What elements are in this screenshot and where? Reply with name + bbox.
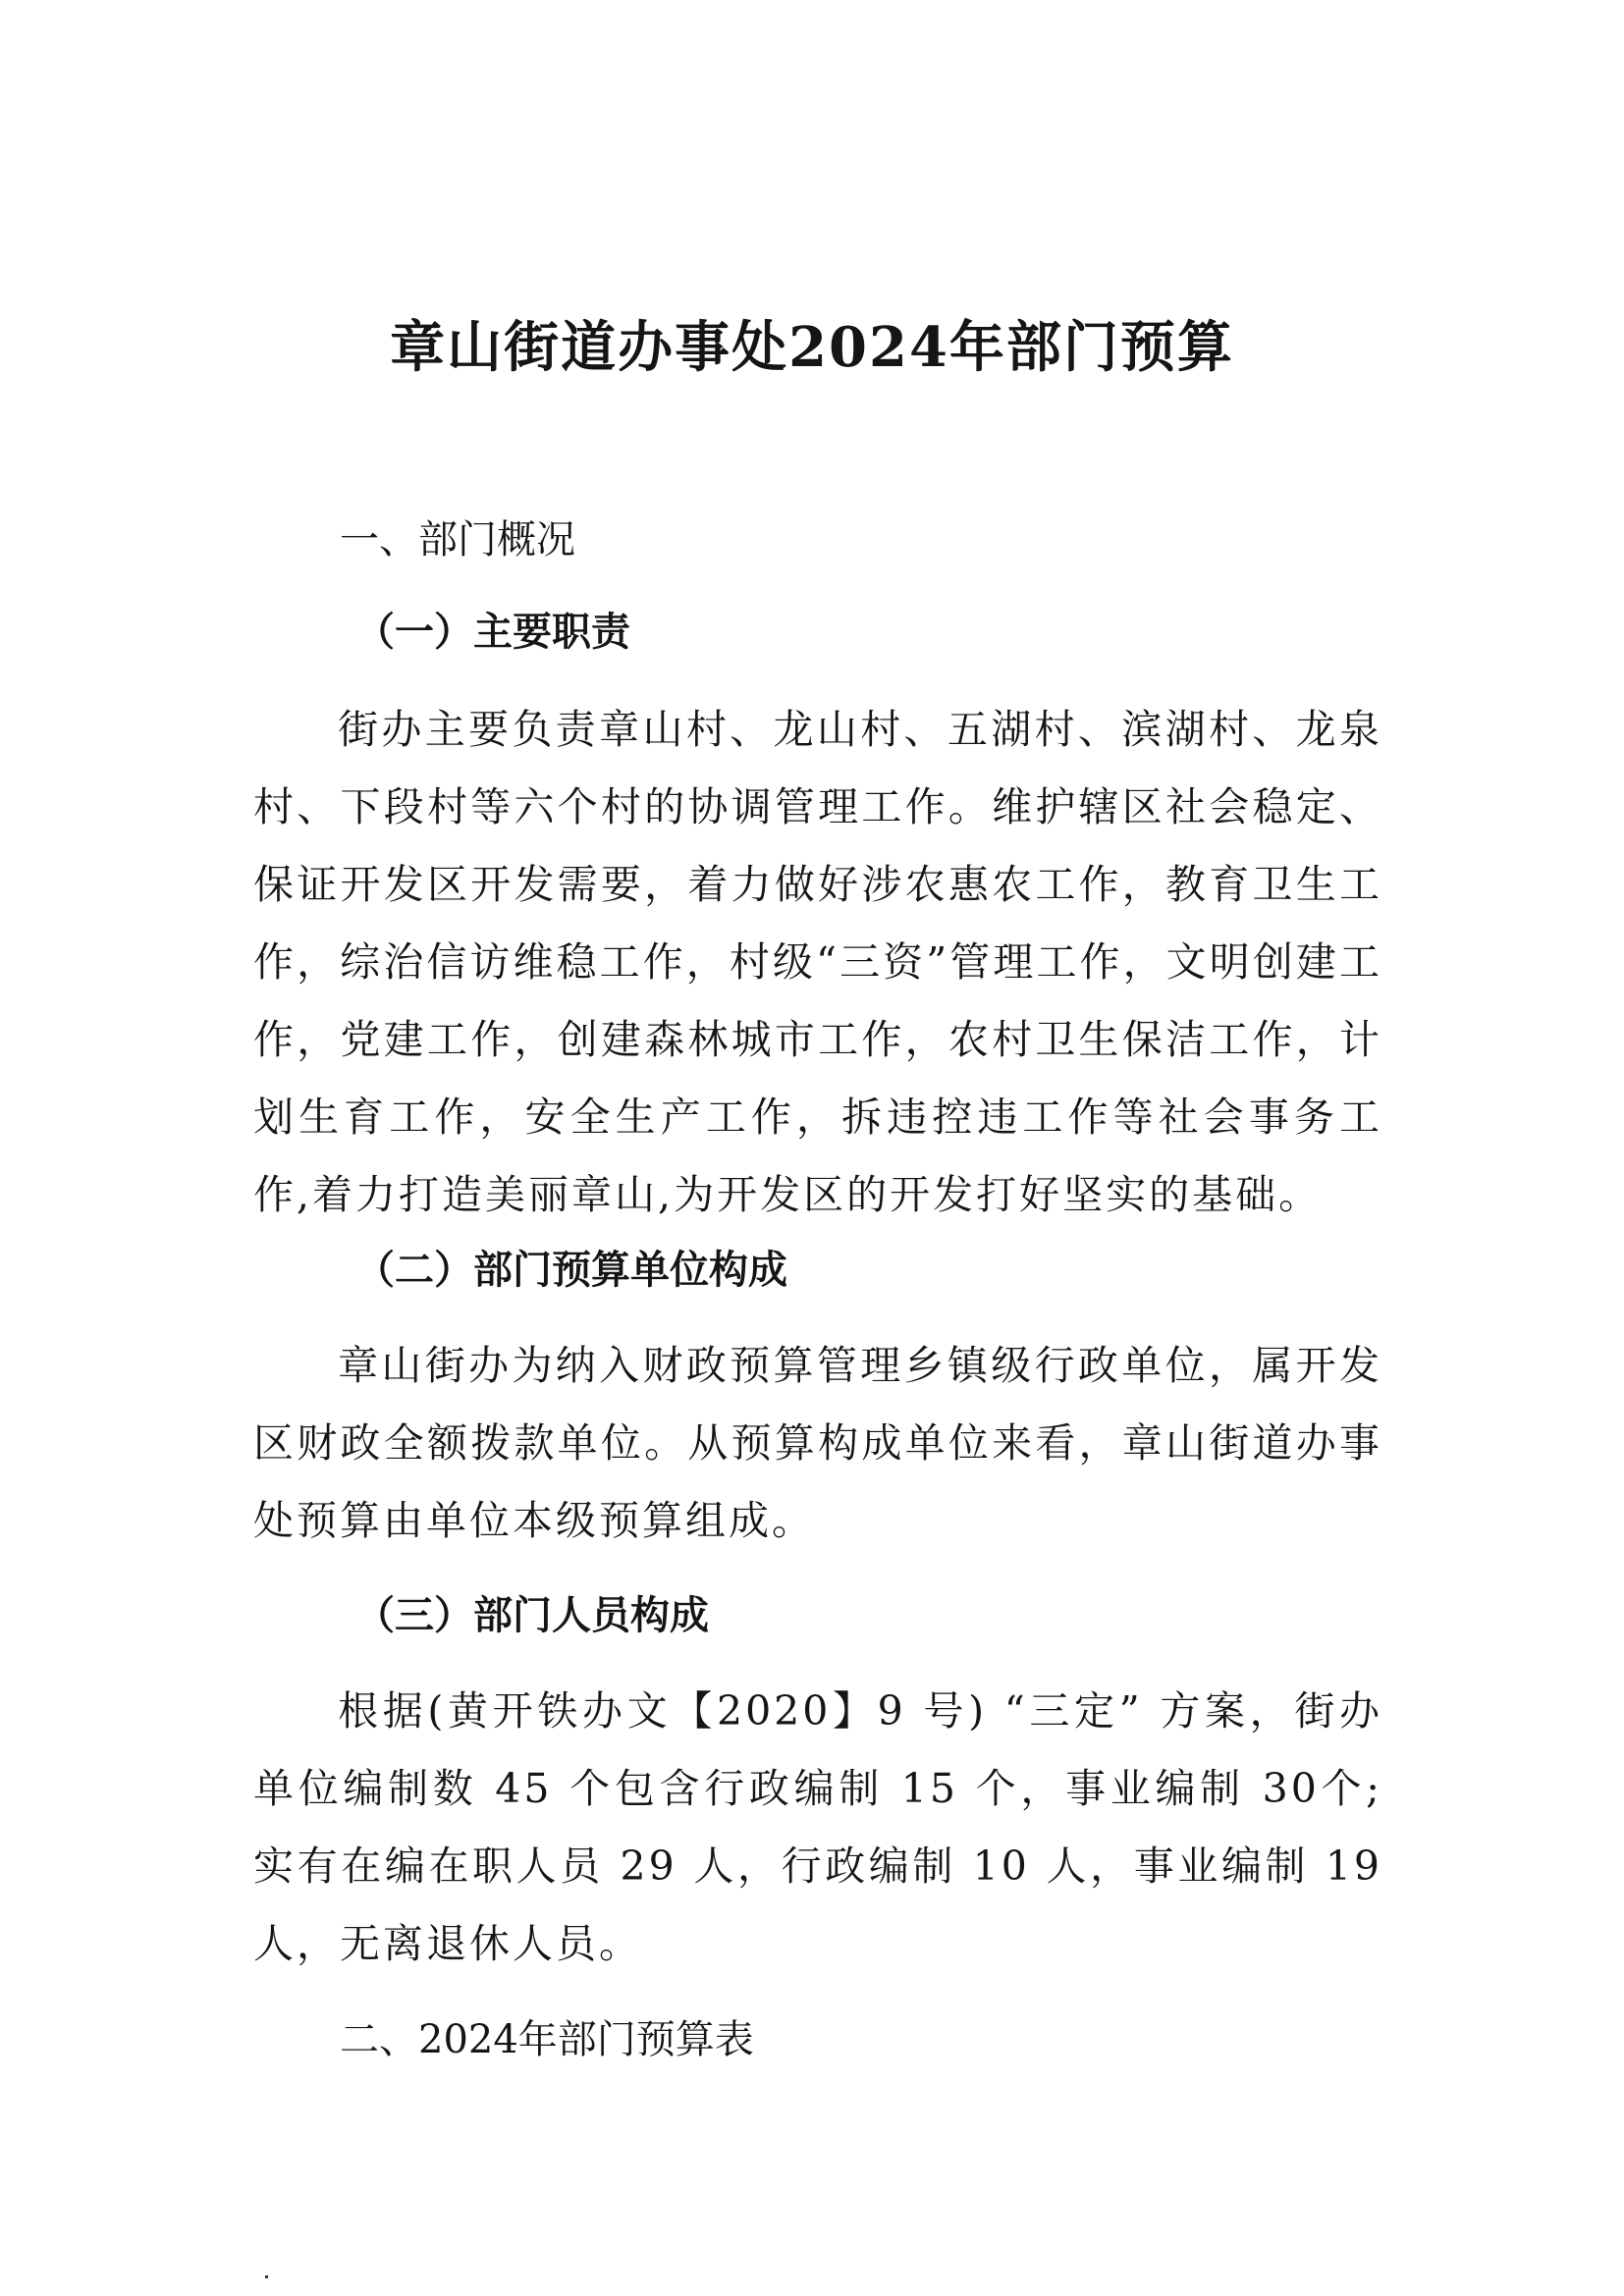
section-heading-overview: 一、部门概况	[340, 517, 575, 562]
section-heading-budget-tables: 二、2024年部门预算表	[340, 2017, 754, 2062]
paragraph-units: 章山街办为纳入财政预算管理乡镇级行政单位，属开发区财政全额拨款单位。从预算构成单位来看，章山街道办事处预算由单位本级预算组成。	[253, 1342, 1382, 1544]
subsection-heading-units: （二）部门预算单位构成	[355, 1247, 787, 1293]
document-title: 章山街道办事处2024年部门预算	[390, 315, 1234, 380]
paragraph-duties: 街办主要负责章山村、龙山村、五湖村、滨湖村、龙泉村、下段村等六个村的协调管理工作。维护辖区社会稳定、保证开发区开发需要，着力做好涉农惠农工作，教育卫生工作，综治信访维稳工作，村级“三资”管理工作，文明创建工作，党建工作，创建森林城市工作，农村卫生保洁工作，计划生育工作，安全生产工作，拆违控违工作等社会事务工作,着力打造美丽章山,为开发区的开发打好坚实的基础。	[253, 706, 1382, 1218]
subsection-heading-duties: （一）主要职责	[355, 609, 630, 655]
paragraph-staff: 根据(黄开铁办文【2020】9 号) “三定” 方案，街办单位编制数 45 个包含行政编制 15 个，事业编制 30个;实有在编在职人员 29 人，行政编制 10 人，事业编制 19 人，无离退休人员。	[253, 1687, 1382, 1967]
scan-speck	[265, 2275, 268, 2278]
subsection-heading-staff: （三）部门人员构成	[355, 1592, 709, 1638]
